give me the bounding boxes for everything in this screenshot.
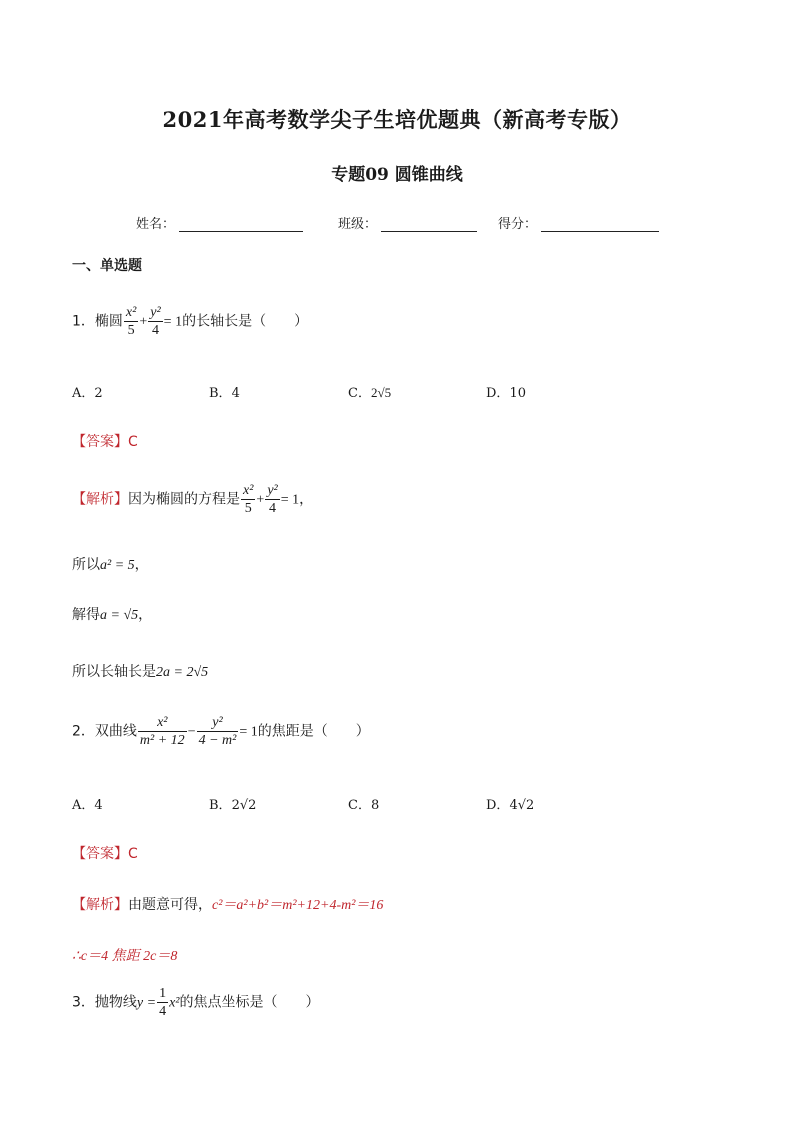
name-label: 姓名：	[136, 217, 176, 232]
q1-option-a[interactable]: A．2	[72, 386, 103, 401]
question-1: 1．椭圆 $\frac{\text{x²}}{5}$ + $\frac{\text{y²}}{4}$ = 1的长轴长是（ ）	[72, 305, 309, 338]
class-label: 班级：	[338, 217, 378, 232]
section-heading: 一、单选题	[72, 258, 142, 274]
q1-eq: = 1	[163, 314, 183, 330]
q2-option-b[interactable]: B．2√2	[209, 798, 257, 813]
q3-frac: $\frac{1}{4}$	[159, 986, 167, 1019]
q1-step-3: 解得a = √5，	[72, 607, 153, 623]
q1-step-2: 所以a² = 5，	[72, 557, 149, 573]
q2-option-c[interactable]: C．8	[348, 798, 380, 813]
q1-step-4: 所以长轴长是2a = 2√5	[72, 664, 209, 680]
q1-suffix: 的长轴长是（ ）	[182, 313, 309, 330]
q1-analysis: 【解析】因为椭圆的方程是 $\frac{\text{x²}}{5}$ + $\frac{\text{y²}}{4}$ = 1，	[72, 483, 314, 516]
q2-answer: 【答案】C	[72, 846, 138, 862]
q2-frac-y: $\frac{\text{y²}}{\text{4 − m²}}$	[198, 715, 237, 748]
class-blank[interactable]	[381, 217, 477, 232]
topic-subtitle: 专题09 圆锥曲线	[331, 165, 463, 185]
q2-analysis: 【解析】由题意可得，c²＝a²+b²＝m²+12+4-m²＝16	[72, 897, 384, 913]
page-title: 2021年高考数学尖子生培优题典（新高考专版）	[162, 107, 632, 132]
name-field	[136, 213, 303, 232]
answer-tag: 【答案】	[72, 434, 128, 450]
q1-frac-x: $\frac{\text{x²}}{5}$	[125, 305, 137, 338]
name-blank[interactable]	[179, 217, 303, 232]
q2-frac-x: $\frac{\text{x²}}{\text{m² + 12}}$	[139, 715, 185, 748]
q2-analysis-math: c²＝a²+b²＝m²+12+4-m²＝16	[212, 898, 384, 913]
q1-option-b[interactable]: B．4	[209, 386, 240, 401]
q1-option-c[interactable]: C．2√5	[348, 385, 392, 401]
q1-prefix: 1．椭圆	[72, 313, 123, 330]
question-3: 3．抛物线y = $\frac{1}{4}$ x²的焦点坐标是（ ）	[72, 986, 320, 1019]
score-field	[498, 213, 659, 232]
class-field	[338, 213, 477, 232]
question-2: 2．双曲线 $\frac{\text{x²}}{\text{m² + 12}}$ − $\frac{\text{y²}}{\text{4 − m²}}$ = 1的焦距是（ ）	[72, 715, 370, 748]
q1-option-d[interactable]: D．10	[486, 386, 526, 401]
q1-frac-y: $\frac{\text{y²}}{4}$	[150, 305, 161, 338]
q2-option-d[interactable]: D．4√2	[486, 798, 535, 813]
answer-value: C	[128, 434, 138, 450]
q2-option-a[interactable]: A．4	[72, 798, 103, 813]
q2-step-2: ∴c＝4 焦距 2c＝8	[72, 949, 178, 964]
score-blank[interactable]	[541, 217, 659, 232]
analysis-tag: 【解析】	[72, 491, 128, 508]
q1-answer	[72, 431, 138, 451]
score-label: 得分：	[498, 217, 538, 232]
